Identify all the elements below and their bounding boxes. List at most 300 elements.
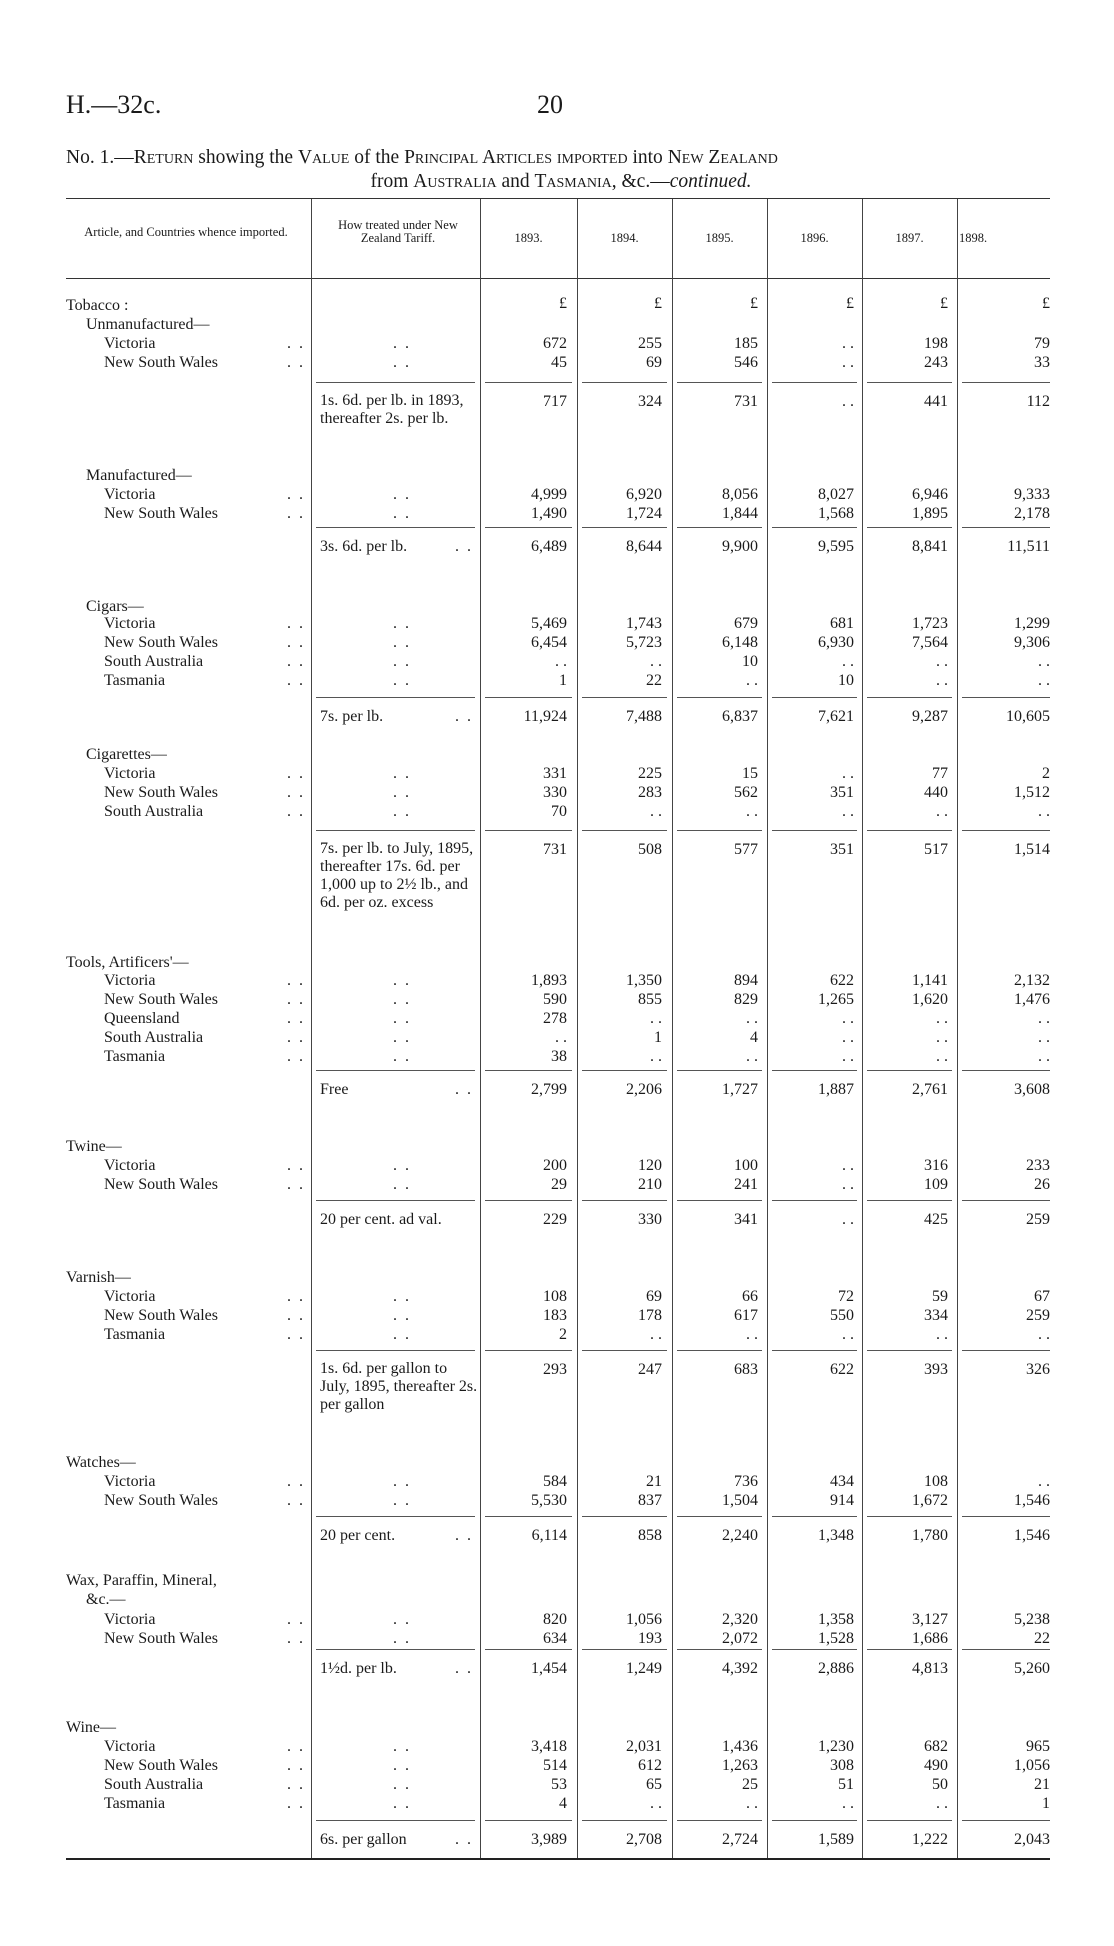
value-cell: 50	[932, 1776, 948, 1793]
value-cell: 2	[559, 1326, 567, 1343]
col-head-year: 1896.	[800, 231, 829, 245]
totals-rule	[316, 830, 475, 831]
leader-dots: . .	[393, 1029, 411, 1046]
leader-dots: . .	[393, 615, 411, 632]
value-cell: 434	[830, 1473, 854, 1490]
leader-dots: . .	[287, 991, 305, 1008]
value-cell: . .	[1038, 1473, 1050, 1490]
value-cell: 2,320	[722, 1611, 758, 1628]
value-cell: 8,027	[818, 486, 854, 503]
value-cell: 617	[734, 1307, 758, 1324]
value-cell: 108	[543, 1288, 567, 1305]
value-cell: 69	[646, 1288, 662, 1305]
value-cell: 2,761	[912, 1081, 948, 1098]
title-from: from	[370, 171, 414, 192]
totals-rule	[677, 1070, 762, 1071]
country-name: Tasmania	[104, 1048, 166, 1065]
value-cell: 66	[742, 1288, 758, 1305]
value-cell: 5,260	[1014, 1660, 1050, 1677]
totals-rule	[772, 527, 857, 528]
value-cell: 6,930	[818, 634, 854, 651]
totals-rule	[485, 697, 572, 698]
currency-symbol: £	[1042, 295, 1050, 312]
value-cell: 6,837	[722, 708, 758, 725]
value-cell: 6,454	[531, 634, 567, 651]
leader-dots: . .	[455, 538, 473, 555]
value-cell: 22	[1034, 1630, 1050, 1647]
value-cell: 829	[734, 991, 758, 1008]
totals-rule	[316, 1649, 475, 1650]
value-cell: 9,287	[912, 708, 948, 725]
value-cell: 5,238	[1014, 1611, 1050, 1628]
leader-dots: . .	[393, 486, 411, 503]
value-cell: 351	[830, 841, 854, 858]
value-cell: . .	[936, 1795, 948, 1812]
leader-dots: . .	[287, 1326, 305, 1343]
title-etc: , &c.—	[611, 171, 670, 192]
leader-dots: . .	[393, 1010, 411, 1027]
col-head-year: 1898.	[959, 231, 988, 245]
value-cell: 2,799	[531, 1081, 567, 1098]
value-cell: 4,813	[912, 1660, 948, 1677]
value-cell: 577	[734, 841, 758, 858]
value-cell: . .	[936, 1048, 948, 1065]
value-cell: 330	[638, 1211, 662, 1228]
leader-dots: . .	[455, 1527, 473, 1544]
totals-rule	[316, 1070, 475, 1071]
col-head-tariff: How treated under New Zealand Tariff.	[338, 218, 458, 245]
leader-dots: . .	[287, 1738, 305, 1755]
totals-rule	[485, 1820, 572, 1821]
value-cell: 1,222	[912, 1831, 948, 1848]
leader-dots: . .	[393, 1738, 411, 1755]
value-cell: 1,893	[531, 972, 567, 989]
value-cell: . .	[555, 653, 567, 670]
leader-dots: . .	[287, 505, 305, 522]
totals-rule	[772, 1649, 857, 1650]
value-cell: . .	[746, 1795, 758, 1812]
leader-dots: . .	[393, 354, 411, 371]
totals-rule	[867, 382, 952, 383]
value-cell: 858	[638, 1527, 662, 1544]
leader-dots: . .	[287, 1757, 305, 1774]
value-cell: 1,265	[818, 991, 854, 1008]
value-cell: 7,564	[912, 634, 948, 651]
value-cell: 1,350	[626, 972, 662, 989]
value-cell: 820	[543, 1611, 567, 1628]
value-cell: 6,114	[531, 1527, 567, 1544]
value-cell: 1,895	[912, 505, 948, 522]
leader-dots: . .	[393, 653, 411, 670]
leader-dots: . .	[393, 803, 411, 820]
value-cell: . .	[1038, 1326, 1050, 1343]
leader-dots: . .	[287, 672, 305, 689]
value-cell: 425	[924, 1211, 948, 1228]
value-cell: 5,469	[531, 615, 567, 632]
value-cell: 67	[1034, 1288, 1050, 1305]
tariff-text: 6s. per gallon	[320, 1831, 407, 1848]
title-showing: showing the	[193, 147, 298, 168]
title-of-the: of the	[349, 147, 405, 168]
totals-rule	[867, 1820, 952, 1821]
totals-rule	[316, 1350, 475, 1351]
totals-rule	[677, 830, 762, 831]
country-name: South Australia	[104, 1029, 204, 1046]
value-cell: 255	[638, 335, 662, 352]
leader-dots: . .	[393, 765, 411, 782]
value-cell: 8,056	[722, 486, 758, 503]
value-cell: 508	[638, 841, 662, 858]
title-return: Return	[133, 147, 194, 168]
value-cell: 441	[924, 393, 948, 410]
section-heading: Wine—	[66, 1719, 117, 1736]
value-cell: 731	[543, 841, 567, 858]
leader-dots: . .	[287, 1176, 305, 1193]
currency-symbol: £	[750, 295, 758, 312]
value-cell: . .	[842, 335, 854, 352]
totals-rule	[867, 527, 952, 528]
value-cell: 5,530	[531, 1492, 567, 1509]
value-cell: 1,844	[722, 505, 758, 522]
totals-rule	[582, 1200, 667, 1201]
value-cell: 440	[924, 784, 948, 801]
value-cell: . .	[842, 1176, 854, 1193]
leader-dots: . .	[287, 784, 305, 801]
leader-dots: . .	[287, 634, 305, 651]
leader-dots: . .	[393, 335, 411, 352]
country-name: New South Wales	[104, 354, 218, 371]
totals-rule	[677, 1350, 762, 1351]
value-cell: 3,989	[531, 1831, 567, 1848]
totals-rule	[867, 1070, 952, 1071]
value-cell: 1,348	[818, 1527, 854, 1544]
value-cell: 69	[646, 354, 662, 371]
value-cell: . .	[842, 1010, 854, 1027]
totals-rule	[582, 697, 667, 698]
value-cell: 198	[924, 335, 948, 352]
value-cell: 393	[924, 1361, 948, 1378]
value-cell: 1,454	[531, 1660, 567, 1677]
value-cell: 33	[1034, 354, 1050, 371]
totals-rule	[677, 1200, 762, 1201]
value-cell: 622	[830, 1361, 854, 1378]
currency-symbol: £	[846, 295, 854, 312]
tariff-text: 1s. 6d. per lb. in 1893, thereafter 2s. per lb.	[320, 392, 464, 427]
value-cell: 341	[734, 1211, 758, 1228]
value-cell: . .	[650, 803, 662, 820]
value-cell: . .	[936, 653, 948, 670]
value-cell: 3,127	[912, 1611, 948, 1628]
value-cell: 1	[559, 672, 567, 689]
value-cell: 612	[638, 1757, 662, 1774]
table-bottom-rule	[66, 1858, 1050, 1860]
currency-symbol: £	[559, 295, 567, 312]
leader-dots: . .	[393, 1795, 411, 1812]
value-cell: 1,620	[912, 991, 948, 1008]
value-cell: 351	[830, 784, 854, 801]
totals-rule	[772, 1200, 857, 1201]
value-cell: 8,644	[626, 538, 662, 555]
section-heading: Unmanufactured—	[86, 316, 210, 333]
totals-rule	[485, 1649, 572, 1650]
value-cell: 1,504	[722, 1492, 758, 1509]
totals-rule	[677, 697, 762, 698]
value-cell: . .	[842, 1795, 854, 1812]
totals-rule	[316, 1516, 475, 1517]
totals-rule	[962, 1516, 1050, 1517]
section-heading: Tobacco :	[66, 297, 129, 314]
totals-rule	[867, 1200, 952, 1201]
value-cell: 6,920	[626, 486, 662, 503]
country-name: Victoria	[104, 335, 156, 352]
totals-rule	[962, 1200, 1050, 1201]
totals-rule	[485, 1516, 572, 1517]
totals-rule	[485, 382, 572, 383]
value-cell: . .	[1038, 653, 1050, 670]
value-cell: 681	[830, 615, 854, 632]
value-cell: 4	[559, 1795, 567, 1812]
value-cell: 2,178	[1014, 505, 1050, 522]
totals-rule	[867, 1350, 952, 1351]
section-heading: Wax, Paraffin, Mineral,	[66, 1572, 217, 1589]
value-cell: 70	[551, 803, 567, 820]
title-value: Value	[297, 147, 350, 168]
leader-dots: . .	[287, 1473, 305, 1490]
value-cell: 10	[838, 672, 854, 689]
country-name: New South Wales	[104, 784, 218, 801]
value-cell: . .	[842, 354, 854, 371]
value-cell: 679	[734, 615, 758, 632]
value-cell: 324	[638, 393, 662, 410]
value-cell: . .	[746, 672, 758, 689]
leader-dots: . .	[393, 1492, 411, 1509]
value-cell: 193	[638, 1630, 662, 1647]
country-name: Tasmania	[104, 1326, 166, 1343]
totals-rule	[485, 1070, 572, 1071]
value-cell: 247	[638, 1361, 662, 1378]
country-name: South Australia	[104, 803, 204, 820]
value-cell: 1,490	[531, 505, 567, 522]
value-cell: 1,724	[626, 505, 662, 522]
tariff-text: 1½d. per lb.	[320, 1660, 397, 1677]
leader-dots: . .	[393, 1473, 411, 1490]
value-cell: 178	[638, 1307, 662, 1324]
value-cell: 1	[1042, 1795, 1050, 1812]
value-cell: 15	[742, 765, 758, 782]
value-cell: 316	[924, 1157, 948, 1174]
value-cell: . .	[936, 803, 948, 820]
value-cell: 65	[646, 1776, 662, 1793]
country-name: Victoria	[104, 486, 156, 503]
totals-rule	[485, 1350, 572, 1351]
tariff-text: 20 per cent.	[320, 1527, 396, 1544]
value-cell: 634	[543, 1630, 567, 1647]
value-cell: 590	[543, 991, 567, 1008]
section-heading: Tools, Artificers'—	[66, 954, 189, 971]
value-cell: 185	[734, 335, 758, 352]
value-cell: 2,886	[818, 1660, 854, 1677]
value-cell: 38	[551, 1048, 567, 1065]
totals-rule	[772, 1350, 857, 1351]
leader-dots: . .	[393, 1611, 411, 1628]
totals-rule	[867, 1649, 952, 1650]
value-cell: 7,621	[818, 708, 854, 725]
totals-rule	[772, 1070, 857, 1071]
leader-dots: . .	[393, 1048, 411, 1065]
value-cell: 2,724	[722, 1831, 758, 1848]
totals-rule	[867, 697, 952, 698]
totals-rule	[962, 697, 1050, 698]
value-cell: 210	[638, 1176, 662, 1193]
leader-dots: . .	[455, 1660, 473, 1677]
totals-rule	[962, 1649, 1050, 1650]
value-cell: 109	[924, 1176, 948, 1193]
value-cell: 1,230	[818, 1738, 854, 1755]
value-cell: . .	[746, 803, 758, 820]
country-name: Victoria	[104, 765, 156, 782]
col-head-year: 1893.	[514, 231, 543, 245]
tariff-text: 20 per cent. ad val.	[320, 1211, 442, 1228]
value-cell: . .	[746, 1048, 758, 1065]
value-cell: . .	[842, 1048, 854, 1065]
tariff-text: 7s. per lb.	[320, 708, 384, 725]
value-cell: . .	[842, 765, 854, 782]
value-cell: 11,511	[1007, 538, 1050, 555]
value-cell: 53	[551, 1776, 567, 1793]
leader-dots: . .	[287, 1157, 305, 1174]
value-cell: . .	[936, 1029, 948, 1046]
totals-rule	[962, 382, 1050, 383]
value-cell: . .	[842, 1157, 854, 1174]
value-cell: 9,333	[1014, 486, 1050, 503]
value-cell: 2,240	[722, 1527, 758, 1544]
value-cell: 326	[1026, 1361, 1050, 1378]
value-cell: 1,589	[818, 1831, 854, 1848]
section-heading: &c.—	[86, 1591, 126, 1608]
currency-symbol: £	[654, 295, 662, 312]
value-cell: 51	[838, 1776, 854, 1793]
value-cell: 259	[1026, 1211, 1050, 1228]
title-nz: New Zealand	[667, 147, 778, 168]
leader-dots: . .	[393, 1307, 411, 1324]
leader-dots: . .	[287, 1630, 305, 1647]
col-head-article: Article, and Countries whence imported.	[84, 225, 288, 239]
col-head-year: 1895.	[705, 231, 734, 245]
country-name: New South Wales	[104, 991, 218, 1008]
leader-dots: . .	[287, 803, 305, 820]
section-heading: Watches—	[66, 1454, 136, 1471]
country-name: New South Wales	[104, 634, 218, 651]
value-cell: 6,489	[531, 538, 567, 555]
value-cell: 490	[924, 1757, 948, 1774]
value-cell: 100	[734, 1157, 758, 1174]
value-cell: 517	[924, 841, 948, 858]
value-cell: 112	[1026, 393, 1050, 410]
totals-rule	[677, 1516, 762, 1517]
totals-rule	[582, 1516, 667, 1517]
country-name: New South Wales	[104, 1307, 218, 1324]
leader-dots: . .	[455, 1831, 473, 1848]
value-cell: 562	[734, 784, 758, 801]
value-cell: 546	[734, 354, 758, 371]
value-cell: 1,723	[912, 615, 948, 632]
country-name: Victoria	[104, 615, 156, 632]
title-into: into	[627, 147, 668, 168]
value-cell: 622	[830, 972, 854, 989]
totals-rule	[677, 1820, 762, 1821]
value-cell: 233	[1026, 1157, 1050, 1174]
value-cell: 278	[543, 1010, 567, 1027]
leader-dots: . .	[393, 1757, 411, 1774]
value-cell: 334	[924, 1307, 948, 1324]
leader-dots: . .	[287, 1288, 305, 1305]
leader-dots: . .	[287, 1611, 305, 1628]
leader-dots: . .	[287, 1307, 305, 1324]
country-name: Victoria	[104, 1473, 156, 1490]
value-cell: 855	[638, 991, 662, 1008]
country-name: Tasmania	[104, 672, 166, 689]
title-australia: Australia	[413, 171, 497, 192]
totals-rule	[677, 1649, 762, 1650]
value-cell: 2,206	[626, 1081, 662, 1098]
value-cell: 10	[742, 653, 758, 670]
currency-symbol: £	[940, 295, 948, 312]
country-name: New South Wales	[104, 1492, 218, 1509]
value-cell: . .	[1038, 672, 1050, 689]
value-cell: 1,299	[1014, 615, 1050, 632]
value-cell: 965	[1026, 1738, 1050, 1755]
value-cell: 200	[543, 1157, 567, 1174]
value-cell: 259	[1026, 1307, 1050, 1324]
leader-dots: . .	[287, 1029, 305, 1046]
col-head-year: 1897.	[895, 231, 924, 245]
tariff-text: 1s. 6d. per gallon to July, 1895, thereafter 2s. per gallon	[320, 1360, 478, 1413]
country-name: Queensland	[104, 1010, 180, 1027]
value-cell: 1,141	[912, 972, 948, 989]
totals-rule	[582, 830, 667, 831]
value-cell: 1,512	[1014, 784, 1050, 801]
totals-rule	[772, 382, 857, 383]
value-cell: . .	[936, 672, 948, 689]
value-cell: 2	[1042, 765, 1050, 782]
leader-dots: . .	[393, 1288, 411, 1305]
value-cell: . .	[746, 1010, 758, 1027]
totals-rule	[962, 527, 1050, 528]
header-bottom-rule	[66, 278, 1050, 279]
totals-rule	[316, 382, 475, 383]
value-cell: 3,418	[531, 1738, 567, 1755]
totals-rule	[962, 1820, 1050, 1821]
leader-dots: . .	[287, 765, 305, 782]
value-cell: 6,946	[912, 486, 948, 503]
value-cell: 1,568	[818, 505, 854, 522]
country-name: Tasmania	[104, 1795, 166, 1812]
value-cell: 26	[1034, 1176, 1050, 1193]
value-cell: 7,488	[626, 708, 662, 725]
totals-rule	[677, 527, 762, 528]
value-cell: 29	[551, 1176, 567, 1193]
page-number: 20	[537, 90, 563, 119]
value-cell: 59	[932, 1288, 948, 1305]
value-cell: 2,043	[1014, 1831, 1050, 1848]
value-cell: 514	[543, 1757, 567, 1774]
value-cell: 1,056	[626, 1611, 662, 1628]
country-name: New South Wales	[104, 1630, 218, 1647]
value-cell: 229	[543, 1211, 567, 1228]
value-cell: 1,743	[626, 615, 662, 632]
value-cell: 330	[543, 784, 567, 801]
leader-dots: . .	[287, 1048, 305, 1065]
